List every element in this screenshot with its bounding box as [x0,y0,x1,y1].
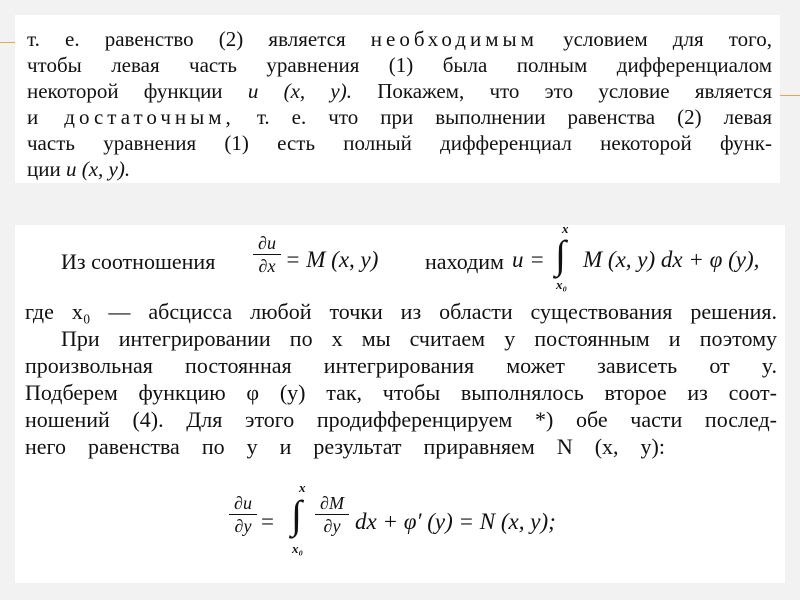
equation-rest: dx + φ′ (y) = N (x, y); [355,509,556,534]
text-excerpt-bottom [15,221,785,583]
text-fragment: Покажем, что это условие является [377,79,773,103]
fraction-denominator: ∂y [234,516,252,536]
integrand: M (x, y) dx + φ (y), [583,247,760,272]
partial-fraction-du-dx [253,233,281,276]
text-line-where: где x₀ — абсцисса любой точки из области существования решения. [25,299,777,324]
math-expression: u (x, y). [247,79,352,103]
fraction-numerator: ∂u [234,493,252,513]
integral-sign: ∫ [555,232,566,277]
slide-accent-line-right [780,95,800,96]
fraction-bar [315,514,349,515]
integral-lower-limit: x₀ [292,541,304,556]
emphasized-word: необходимым [370,27,538,51]
text-line-select-function: Подберем функцию φ (y) так, чтобы выполнялось второе из соот- [25,380,777,405]
integral-sign: ∫ [291,492,302,537]
text-line-4 [27,105,772,129]
text-line-2: чтобы левая часть уравнения (1) была полным дифференциалом [27,53,772,77]
text-line-3 [27,79,772,103]
fraction-numerator: ∂M [320,493,344,513]
text-line-equate: него равенства по y и результат приравняем N (x, y): [25,434,665,459]
text-fragment: т. е. что при выполнении равенства (2) левая [256,105,773,129]
integral-lower-limit: x₀ [556,277,568,292]
text-line-5: часть уравнения (1) есть полный дифференциал некоторой функ- [27,131,772,155]
text-line-integration: При интегрировании по x мы считаем y постоянным и поэтому [61,326,777,351]
text-fragment: ции [27,157,61,181]
equals-sign: = [261,509,274,534]
text-line-constant: произвольная постоянная интегрирования может зависеть от y. [25,353,777,378]
text-fragment: т. е. равенство (2) является [27,27,346,51]
fraction-denominator: ∂x [258,256,276,276]
text-excerpt-top [15,15,780,183]
fraction-denominator: ∂y [323,516,341,536]
integral-upper-limit: x [299,480,306,495]
partial-fraction-du-dy [229,493,257,536]
emphasized-word: достаточным, [64,105,235,129]
text-line-6 [27,157,772,181]
fraction-bar [253,254,281,255]
equation-M: = M (x, y) [285,247,379,272]
fraction-bar [229,514,257,515]
formula-prefix: Из соотношения [61,249,216,274]
fraction-numerator: ∂u [258,233,276,253]
integral-upper-limit: x [562,221,569,236]
math-expression: u (x, y). [65,157,131,181]
text-line-differentiate: ношений (4). Для этого продифференцируем *) обе части послед- [25,407,777,432]
partial-fraction-dM-dy [315,493,349,536]
text-line-1 [27,27,772,51]
text-fragment: условием для того, [563,27,772,51]
formula-middle-word: находим [425,249,504,274]
text-fragment: некоторой функции [27,79,223,103]
equation-u: u = [512,247,545,272]
emphasized-word: и [27,105,43,129]
